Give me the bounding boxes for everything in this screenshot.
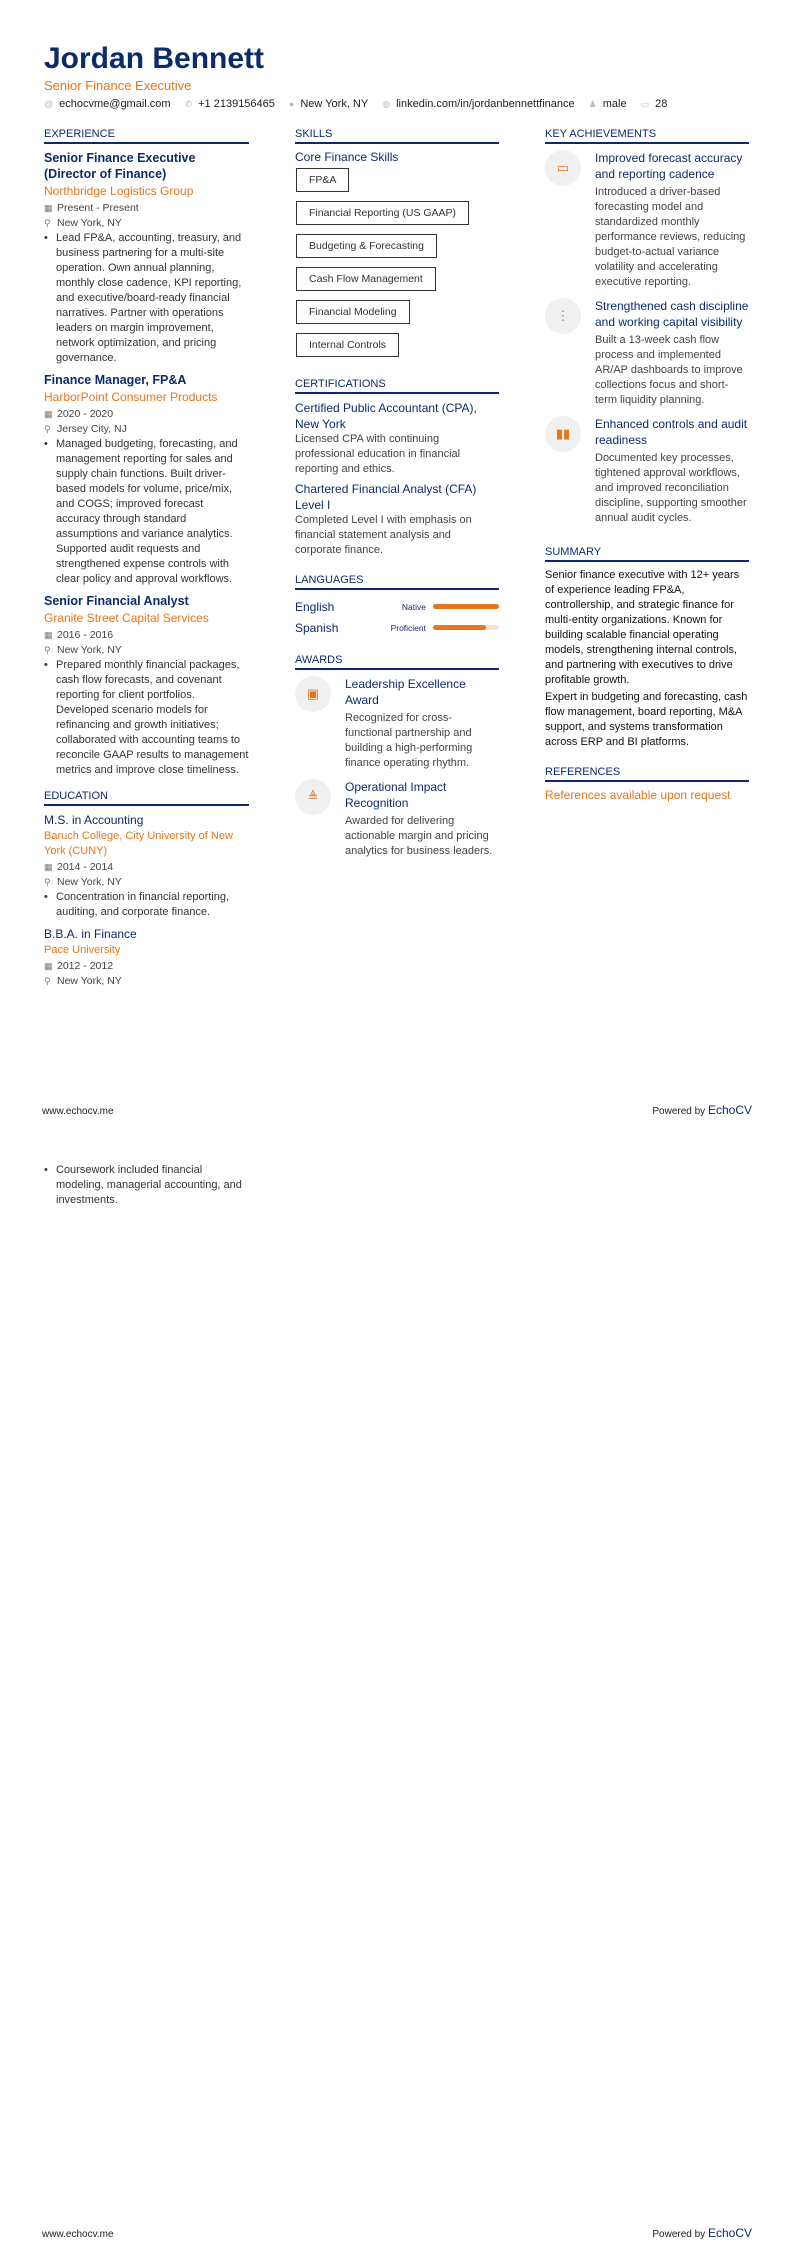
calendar-icon: ▭: [640, 99, 650, 109]
achievement-item: [545, 150, 749, 294]
summary-heading: SUMMARY: [545, 546, 749, 562]
school: Pace University: [44, 944, 121, 956]
calendar-icon: ▦: [44, 409, 53, 419]
job-title: Senior Financial Analyst: [44, 594, 189, 608]
phone-icon: ✆: [184, 99, 193, 109]
company: HarborPoint Consumer Products: [44, 390, 218, 404]
middle-column: [295, 128, 499, 867]
edu-location: ⚲ New York, NY: [44, 975, 122, 987]
achievements-heading: KEY ACHIEVEMENTS: [545, 128, 749, 144]
location-icon: ⚲: [44, 424, 51, 434]
skill-tag: Financial Modeling: [296, 300, 410, 324]
calendar-icon: ▦: [44, 203, 53, 213]
achievement-title: Enhanced controls and audit readiness: [595, 417, 748, 447]
education-entry: [44, 812, 249, 920]
job-bullet: • Lead FP&A, accounting, treasury, and business partnering for a multi-site operation. Own annual planning, monthly close cadence, KPI reporting, and executive/board-ready financial narratives. Partner with operations leaders on margin improvement, network optimization, and pricing governance.: [44, 231, 249, 366]
company: Granite Street Capital Services: [44, 611, 209, 625]
degree: M.S. in Accounting: [44, 813, 144, 827]
award-title: Leadership Excellence Award: [345, 677, 466, 707]
award-item: [295, 676, 499, 775]
languages-heading: LANGUAGES: [295, 574, 499, 590]
contact-linkedin[interactable]: ◍ linkedin.com/in/jordanbennettfinance: [382, 98, 575, 110]
person-icon: ♟: [588, 99, 597, 109]
skill-tags: [295, 168, 499, 366]
job-dates: ▦ Present - Present: [44, 202, 139, 214]
calendar-icon: ▦: [44, 862, 53, 872]
battery-icon: ▭: [545, 150, 581, 186]
calendar-icon: ▦: [44, 630, 53, 640]
left-column: [44, 128, 249, 995]
job-dates: ▦ 2016 - 2016: [44, 629, 114, 641]
achievement-title: Strengthened cash discipline and working capital visibility: [595, 299, 749, 329]
job-location: ⚲ New York, NY: [44, 644, 122, 656]
footer-powered[interactable]: Powered by EchoCV: [652, 2226, 752, 2240]
location-icon: ⚲: [44, 218, 51, 228]
location-icon: ⚲: [44, 976, 51, 986]
school: Baruch College, City University of New York (CUNY): [44, 830, 233, 857]
achievement-item: [545, 416, 749, 530]
job-title: Senior Finance Executive (Director of Finance): [44, 151, 196, 181]
edu-bullet: • Concentration in financial reporting, auditing, and corporate finance.: [44, 890, 249, 920]
edu-dates: ▦ 2014 - 2014: [44, 861, 114, 873]
cert-title: Certified Public Accountant (CPA), New York: [295, 401, 477, 431]
experience-entry: [44, 593, 249, 778]
certifications-heading: CERTIFICATIONS: [295, 378, 499, 394]
calendar-icon: ▣: [295, 676, 331, 712]
book-icon: ▮▮: [545, 416, 581, 452]
cert-desc: Licensed CPA with continuing professional education in financial reporting and ethics.: [295, 433, 461, 475]
experience-entry: [44, 150, 249, 366]
location-icon: ⚲: [44, 645, 51, 655]
job-dates: ▦ 2020 - 2020: [44, 408, 114, 420]
contact-email[interactable]: @ echocvme@gmail.com: [44, 98, 171, 110]
resume-page-2: [0, 1123, 794, 2246]
edu-dates: ▦ 2012 - 2012: [44, 960, 114, 972]
skill-tag: FP&A: [296, 168, 349, 192]
email-icon: @: [44, 99, 54, 109]
achievement-item: [545, 298, 749, 412]
company: Northbridge Logistics Group: [44, 184, 194, 198]
references-text: References available upon request: [545, 788, 731, 802]
skills-heading: SKILLS: [295, 128, 499, 144]
page-footer: [42, 2226, 752, 2240]
awards-heading: AWARDS: [295, 654, 499, 670]
footer-site-link[interactable]: www.echocv.me: [42, 2229, 114, 2240]
skill-tag: Financial Reporting (US GAAP): [296, 201, 469, 225]
language-row: Spanish Proficient: [295, 617, 499, 638]
achievement-title: Improved forecast accuracy and reporting cadence: [595, 151, 743, 181]
summary-paragraph: Senior finance executive with 12+ years of experience leading FP&A, controllership, and strategic finance for multi-entity organizations. Known for building scalable financial operating models, strengthening internal controls, and partnering with executives to drive profitable growth.: [545, 569, 740, 686]
job-bullet: • Managed budgeting, forecasting, and management reporting for sales and supply chain functions. Built driver-based models for volume, price/mix, and COGS; improved forecast accuracy through standard assumptions and variance analytics. Supported audit requests and strengthened expense controls with clear policy and approval workflows.: [44, 437, 249, 587]
award-title: Operational Impact Recognition: [345, 780, 447, 810]
contact-age: ▭ 28: [640, 98, 668, 110]
experience-heading: EXPERIENCE: [44, 128, 249, 144]
job-location: ⚲ Jersey City, NJ: [44, 423, 127, 435]
globe-icon: ◍: [382, 99, 391, 109]
education-heading: EDUCATION: [44, 790, 249, 806]
skill-tag: Budgeting & Forecasting: [296, 234, 437, 258]
achievement-desc: Introduced a driver-based forecasting model and standardized monthly performance reviews, reducing budget-to-actual variance volatility and accelerating executive reporting.: [595, 186, 746, 288]
dots-icon: ⋮: [545, 298, 581, 334]
degree: B.B.A. in Finance: [44, 927, 137, 941]
candidate-name: Jordan Bennett: [44, 42, 265, 75]
achievement-desc: Documented key processes, tightened approval workflows, and improved reconciliation discipline, supporting smoother annual audit cycles.: [595, 452, 747, 524]
award-desc: Awarded for delivering actionable margin and pricing analytics for business leaders.: [345, 815, 493, 857]
skill-tag: Cash Flow Management: [296, 267, 436, 291]
cert-desc: Completed Level I with emphasis on financial statement analysis and corporate finance.: [295, 514, 472, 556]
footer-site-link[interactable]: www.echocv.me: [42, 1106, 114, 1117]
language-level-bar: [433, 604, 499, 609]
award-item: [295, 779, 499, 863]
education-entry: [44, 926, 249, 989]
contact-location: ● New York, NY: [288, 98, 369, 110]
edu-location: ⚲ New York, NY: [44, 876, 122, 888]
location-icon: ⚲: [44, 877, 51, 887]
achievement-desc: Built a 13-week cash flow process and implemented AR/AP dashboards to improve collections focus and short-term liquidity planning.: [595, 334, 743, 406]
skill-group-title: Core Finance Skills: [295, 150, 399, 164]
page-footer: [42, 1103, 752, 1117]
calendar-icon: ▦: [44, 961, 53, 971]
contact-bar: [44, 98, 667, 110]
award-desc: Recognized for cross-functional partnership and building a high-performing finance operating rhythm.: [345, 712, 473, 769]
job-location: ⚲ New York, NY: [44, 217, 122, 229]
contact-phone[interactable]: ✆ +1 2139156465: [184, 98, 275, 110]
contact-gender: ♟ male: [588, 98, 627, 110]
edu-bullet: • Coursework included financial modeling, managerial accounting, and investments.: [44, 1163, 249, 1208]
skill-tag: Internal Controls: [296, 333, 399, 357]
cert-title: Chartered Financial Analyst (CFA) Level I: [295, 482, 477, 512]
summary-paragraph: Expert in budgeting and forecasting, cash flow management, board reporting, M&A support, and systems transformation across ERP and BI platforms.: [545, 691, 748, 748]
right-column: [545, 128, 749, 802]
job-bullet: • Prepared monthly financial packages, cash flow forecasts, and covenant reporting for client portfolios. Developed scenario models for refinancing and growth initiatives; collaborated with accounting teams to reconcile GAAP results to management metrics and improve close timeliness.: [44, 658, 249, 778]
footer-powered[interactable]: Powered by EchoCV: [652, 1103, 752, 1117]
experience-entry: [44, 372, 249, 587]
references-heading: REFERENCES: [545, 766, 749, 782]
cake-icon: ≜: [295, 779, 331, 815]
job-title: Finance Manager, FP&A: [44, 373, 187, 387]
candidate-title: Senior Finance Executive: [44, 78, 192, 93]
language-row: English Native: [295, 596, 499, 617]
language-level-bar: [433, 625, 499, 630]
location-icon: ●: [288, 99, 295, 109]
